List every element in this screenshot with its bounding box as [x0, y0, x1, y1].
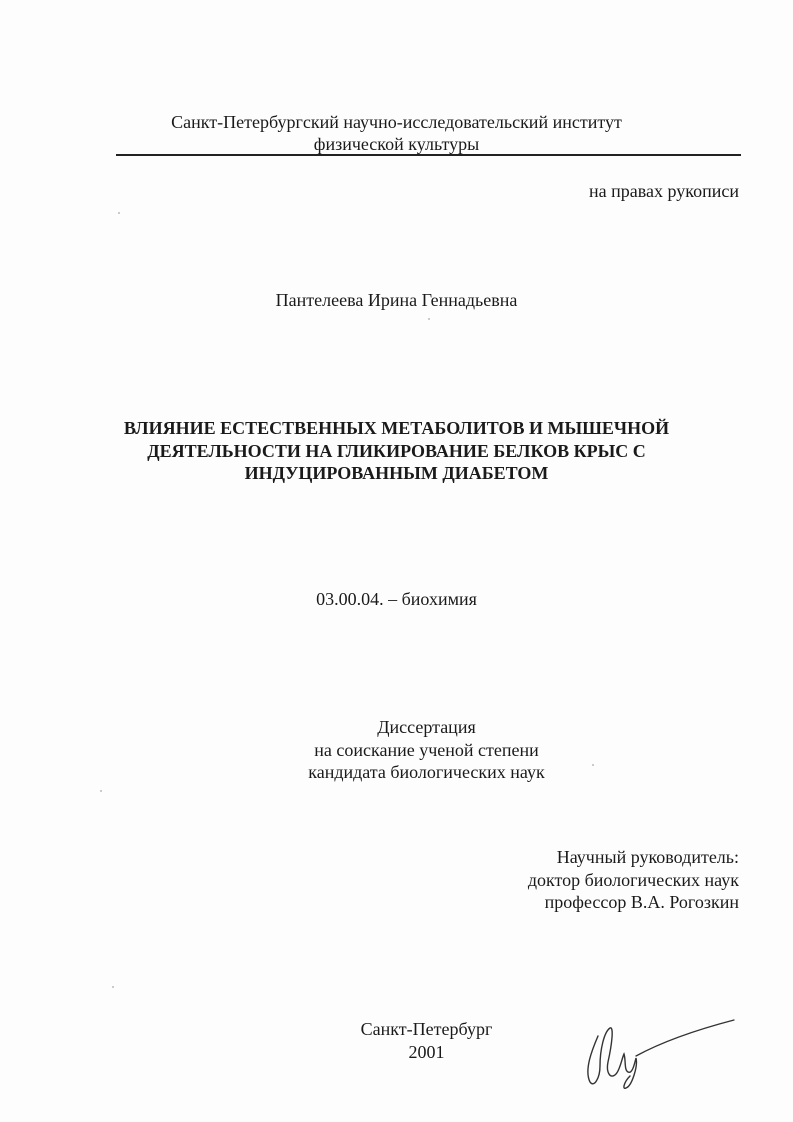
- scan-speck: [428, 318, 430, 320]
- scan-speck: [592, 764, 594, 766]
- scan-speck: [118, 212, 120, 214]
- city: Санкт-Петербург: [360, 1019, 493, 1039]
- title-line2: ДЕЯТЕЛЬНОСТИ НА ГЛИКИРОВАНИЕ БЕЛКОВ КРЫС С: [147, 440, 646, 461]
- institute-header: [0, 111, 793, 155]
- scan-speck: [112, 986, 114, 988]
- supervisor-block: [528, 846, 739, 914]
- degree-line2: на соискание ученой степени: [314, 739, 539, 760]
- degree-line3: кандидата биологических наук: [308, 762, 545, 782]
- dissertation-title: [0, 417, 793, 485]
- degree-line1: Диссертация: [377, 717, 476, 737]
- specialty-code: 03.00.04. – биохимия: [316, 589, 477, 609]
- supervisor-line2: доктор биологических наук: [527, 869, 739, 890]
- title-line3: ИНДУЦИРОВАННЫМ ДИАБЕТОМ: [244, 463, 549, 483]
- supervisor-line1: Научный руководитель:: [556, 847, 739, 867]
- year: 2001: [408, 1041, 445, 1062]
- manuscript-note: на правах рукописи: [589, 181, 739, 201]
- degree-statement: [0, 716, 793, 784]
- header-divider: [116, 154, 741, 156]
- scan-speck: [100, 790, 102, 792]
- supervisor-line3: профессор В.А. Рогозкин: [544, 892, 739, 912]
- institute-name-line1: Санкт-Петербургский научно-исследовательский институт: [171, 112, 622, 132]
- author-name: Пантелеева Ирина Геннадьевна: [275, 290, 518, 310]
- handwritten-signature: [578, 1010, 738, 1090]
- title-line1: ВЛИЯНИЕ ЕСТЕСТВЕННЫХ МЕТАБОЛИТОВ И МЫШЕЧНОЙ: [123, 418, 670, 438]
- institute-name-line2: физической культуры: [313, 134, 480, 154]
